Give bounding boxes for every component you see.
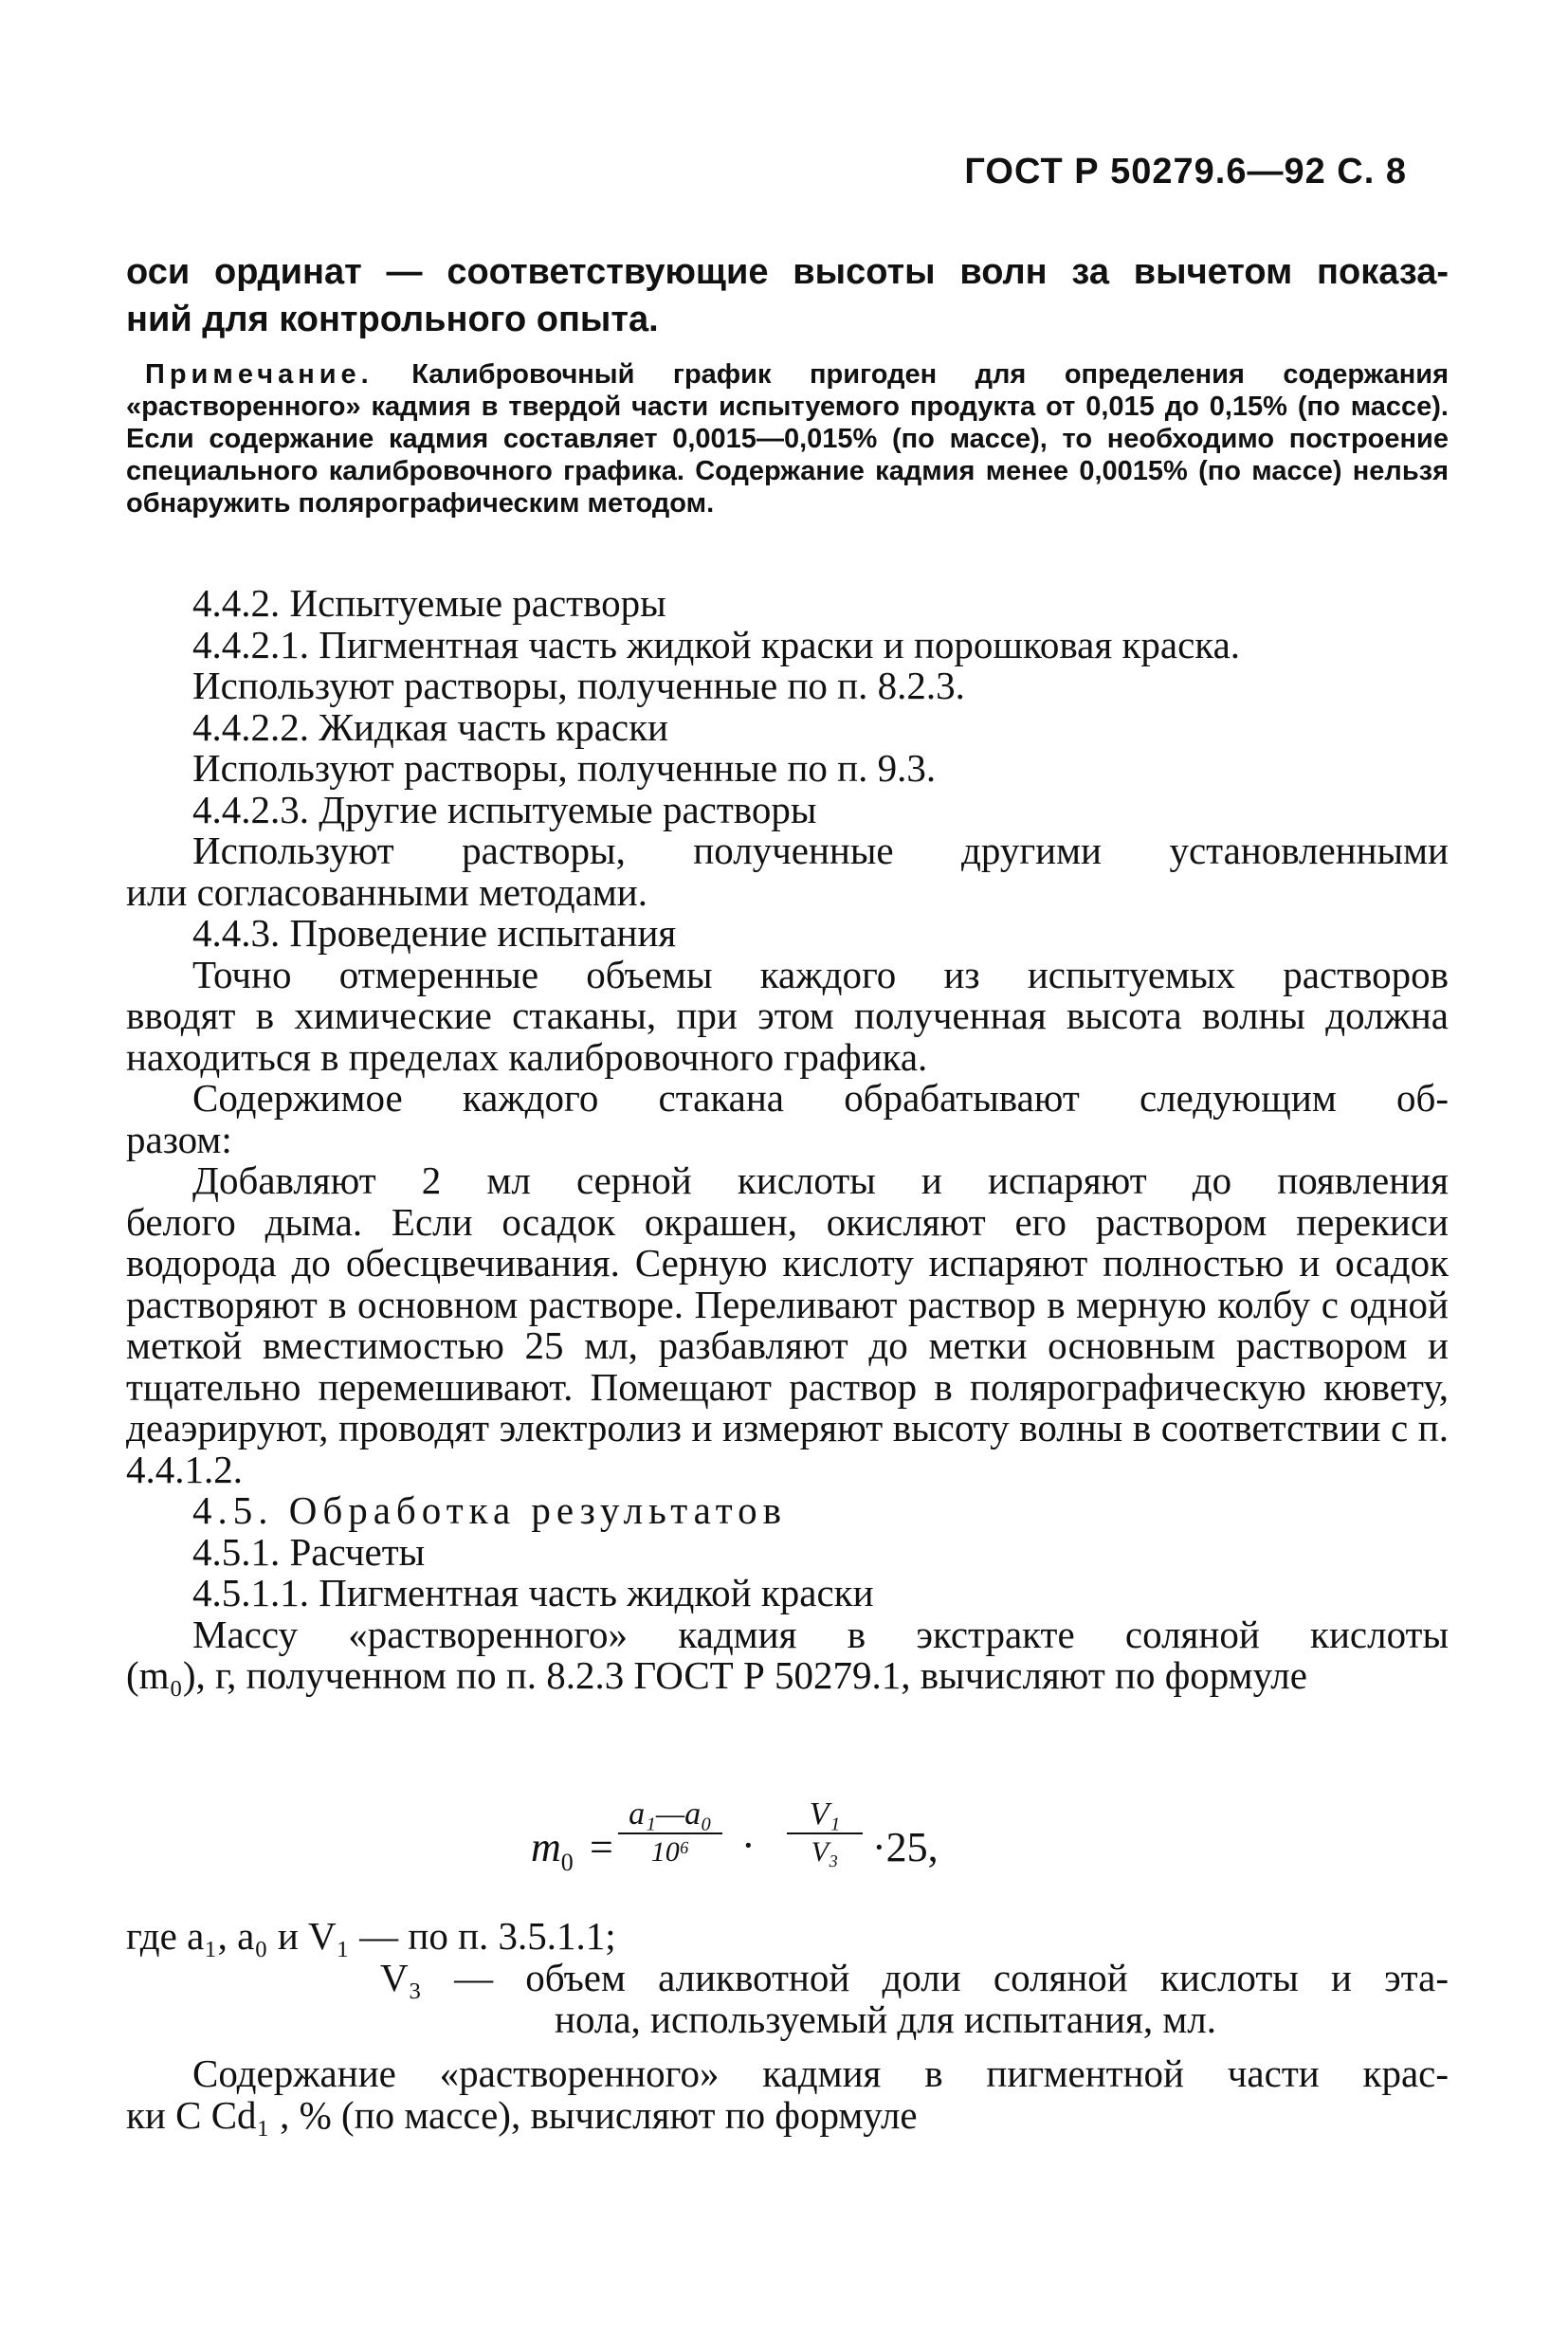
text-4-4-3-p3b: белого дыма. Если осадок окрашен, окисляют его раствором перекиси водорода до обесцвечивания. Серную кислоту испаряют полностью и осадок растворяют в основном растворе. Переливают раствор в мерную колбу с одной меткой вместимостью 25 мл, разбавляют до метки основным раствором и тщательно перемешивают. Помещают раствор в полярографическую кювету, деаэрируют, проводят электролиз и измеряют высоту волны в соответствии с п. 4.4.1.2. xyxy=(126,1199,1449,1491)
legend-line-2: V₃ — объем аликвотной доли соляной кислоты и эта- xyxy=(380,1956,1449,1999)
formula-denominator-2: V₃ xyxy=(811,1836,839,1868)
legend-line-1: где a₁, a₀ и V₁ — по п. 3.5.1.1; xyxy=(126,1914,616,1958)
text-4-5-1-1-b: (m₀), г, полученном по п. 8.2.3 ГОСТ Р 50279.1, вычисляют по формуле xyxy=(126,1653,1307,1697)
text-4-4-3-p2a: Содержимое каждого стакана обрабатывают следующим об- xyxy=(192,1076,1449,1120)
page-header: ГОСТ Р 50279.6—92 С. 8 xyxy=(964,152,1407,191)
heading-4-4-2-2: 4.4.2.2. Жидкая часть краски xyxy=(192,704,668,749)
heading-4-5-1: 4.5.1. Расчеты xyxy=(192,1529,426,1574)
text-4-4-2-3-a: Используют растворы, полученные другими установленными xyxy=(192,829,1449,872)
formula-numerator-2: V₁ xyxy=(787,1796,863,1834)
text-4-4-3-p3a: Добавляют 2 мл серной кислоты и испаряют до появления xyxy=(192,1158,1449,1202)
intro-paragraph xyxy=(126,248,1449,343)
note-label: Примечание. xyxy=(145,359,374,390)
heading-4-4-2: 4.4.2. Испытуемые растворы xyxy=(192,581,666,625)
text-4-4-2-3-b: или согласованными методами. xyxy=(126,869,647,914)
intro-line-1: оси ординат — соответствующие высоты волн за вычетом показа- xyxy=(126,252,1449,292)
heading-4-5-1-1: 4.5.1.1. Пигментная часть жидкой краски xyxy=(192,1571,874,1614)
formula-legend xyxy=(126,1915,1449,2040)
formula-tail: ·25, xyxy=(872,1824,939,1870)
text-4-4-3-p2b: разом: xyxy=(126,1117,232,1161)
closing-line-2: ки C Cd₁ , % (по массе), вычисляют по формуле xyxy=(126,2093,918,2137)
note-paragraph xyxy=(126,358,1449,520)
closing-line-1: Содержание «растворенного» кадмия в пигментной части крас- xyxy=(192,2051,1449,2095)
formula-m0 xyxy=(531,1796,1062,1901)
formula-lhs: $m_0$ xyxy=(531,1824,574,1876)
formula-equals: = xyxy=(590,1824,613,1870)
formula-denominator-1: 10⁶ xyxy=(650,1836,690,1868)
text-4-4-2-1: Используют растворы, полученные по п. 8.2.3. xyxy=(192,664,965,707)
formula-numerator-1: a₁—a₀ xyxy=(618,1796,722,1834)
heading-4-4-3: 4.4.3. Проведение испытания xyxy=(192,911,677,955)
text-4-5-1-1-a: Массу «растворенного» кадмия в экстракте соляной кислоты xyxy=(192,1612,1449,1656)
formula-fraction-1 xyxy=(618,1796,722,1869)
formula-dot: · xyxy=(741,1822,756,1869)
text-4-4-3-p1a: Точно отмеренные объемы каждого из испытуемых растворов xyxy=(192,952,1449,996)
main-text xyxy=(126,583,1449,1697)
intro-line-2: ний для контрольного опыта. xyxy=(126,300,659,339)
heading-4-4-2-3: 4.4.2.3. Другие испытуемые растворы xyxy=(192,787,817,831)
text-4-4-3-p1b: вводят в химические стаканы, при этом полученная высота волны должна находиться в пределах калибровочного графика. xyxy=(126,994,1449,1079)
legend-line-3: нола, используемый для испытания, мл. xyxy=(555,1997,1217,2041)
heading-4-5: 4.5. Обработка результатов xyxy=(192,1488,788,1532)
formula-fraction-2 xyxy=(787,1796,863,1869)
heading-4-4-2-1: 4.4.2.1. Пигментная часть жидкой краски и порошковая краска. xyxy=(192,622,1241,666)
text-4-4-2-2: Используют растворы, полученные по п. 9.3. xyxy=(192,746,937,790)
note-text: Калибровочный график пригоден для определения содержания «растворенного» кадмия в твердой части испытуемого продукта от 0,015 до 0,15% (по массе). Если содержание кадмия составляет 0,0015—0,015% (по массе), то необходимо построение специального калибровочного графика. Содержание кадмия менее 0,0015% (по массе) нельзя обнаружить полярографическим методом. xyxy=(126,359,1449,519)
closing-paragraph xyxy=(126,2052,1449,2136)
